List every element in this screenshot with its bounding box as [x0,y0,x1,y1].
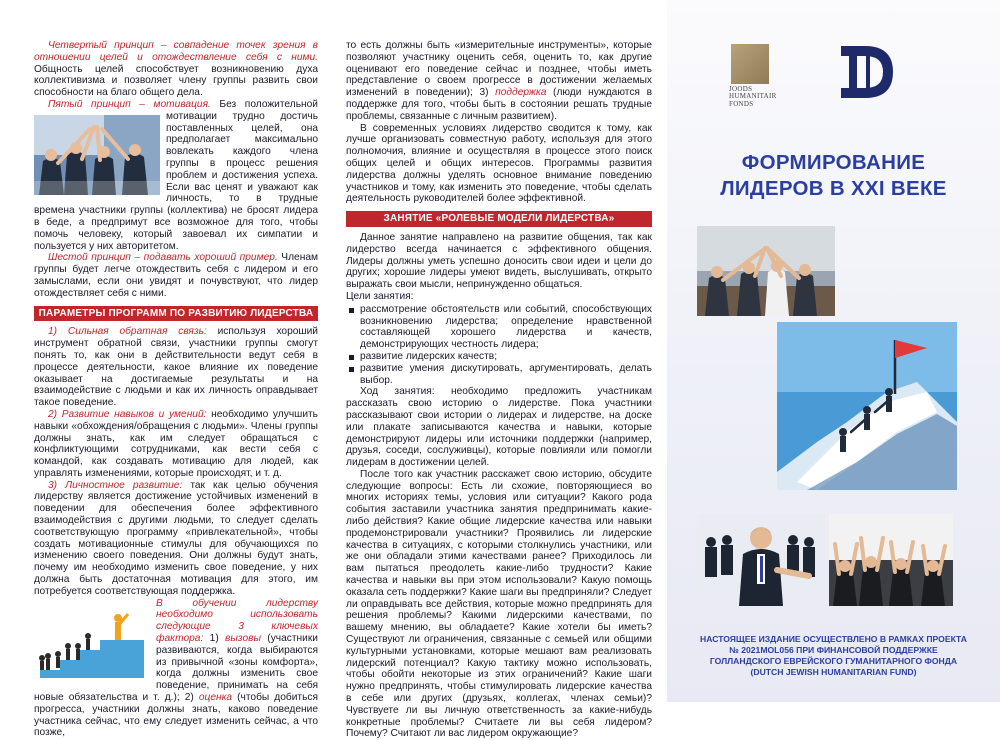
lesson-intro-paragraph: Данное занятие направлено на развитие общения, так как лидерство всегда начинается с эффективного общения. Лидеры должны уметь успешно доносить свои идеи и цели до других; хорошие лидеры умеют видеть, выслушивать, открыто выражать свои мысли, непринужденно общаться. [346,231,652,291]
mountain-leader-illustration [777,322,957,490]
business-leader-photo [697,514,825,606]
principle-6-paragraph: Шестой принцип – подавать хороший пример. Членам группы будет легче отождествить себя с лидером и его замыслами, если они увидят и почувствуют, что лидер отождествляет себя с ними. [34,252,318,299]
heading-program-parameters: ПАРАМЕТРЫ ПРОГРАММ ПО РАЗВИТИЮ ЛИДЕРСТВА [34,306,318,322]
jhf-logo [729,44,799,108]
key-factors-paragraph: В обучении лидерству необходимо использовать следующие 3 ключевых фактора: 1) вызовы (участники развиваются, когда выбираются из привычной «зоны комфорта», когда должны изменить свое поведение, принимать на себя новые обязательства и т. д.); 2) оценка (чтобы добиться прогресса, участники должны знать, каково поведение участника сейчас, что ему следует изменить сейчас, а что позже, [34,597,318,739]
lesson-progress-paragraph: Ход занятия: необходимо предложить участникам рассказать свою историю о лидерстве. Пока участники рассказывают свои истории о лидерах и лидерстве, на доске или плакате записываются качества и навыки, которые демонстрируют лидеры или источники поддержки (например, друзья, соседи, сослуживцы), которые повлияли или помогли лидерам в достижении целей. [346,386,652,469]
heading-role-models: ЗАНЯТИЕ «РОЛЕВЫЕ МОДЕЛИ ЛИДЕРСТВА» [346,211,652,227]
cover-title: ФОРМИРОВАНИЕ ЛИДЕРОВ В XXI ВЕКЕ [720,151,947,200]
personal-development-paragraph: 3) Личностное развитие: так как целью обучения лидерству является достижение устойчивых изменений в поведении для обеспечения более эффективного взаимодействия с другими людьми, то следует сделать соответствующую программу «привлекательной», чтобы создать мотивационные стимулы для обучающихся по изменению своего поведения. Они должны будут знать, почему им необходимо изменить свое поведение, у них должна быть достаточная мотивация для этого, им потребуется соответствующая поддержка. [34,479,318,597]
discussion-questions-paragraph: После того как участник расскажет свою историю, обсудите следующие вопросы: Есть ли схожие, повторяющиеся во многих историях темы, условия или ситуации? Какого рода события заставили участника занятия предпринимать какие-либо действия? Какие общие лидерские качества или навыки продемонстрировали участники? Проявились ли лидерские качества в ситуациях, с которыми столкнулись участники, или же они обладали этими качествами ранее? Приходилось ли вам пытаться преодолеть какие-либо трудности? Какие качества и навыки вы при этом использовали? Какую помощь оказала сеть поддержки? Какие шаги вы предприняли? Следует ли оправдывать все действия, которые можно предпринять для решения проблемы? Какими лидерскими качествами, по вашему мнению, вы обладаете? Какие хотели бы иметь? Существуют ли ограничения, связанные с семьей или общими культурными установками, которые мешают вам реализовать лидерский потенциал? Какую тактику можно использовать, чтобы обойти некоторые из этих ограничений? Какие шаги нужно предпринять, чтобы стимулировать лидерские качества в себе или других (друзьях, коллегах, членах семьи)? Чувствуете ли вы личную ответственность за какие-нибудь конкретные проблемы? Считаете ли вы себя лидером? Почему? Считают ли вас лидером окружающие? [346,468,652,740]
team-high-five-photo [34,115,160,195]
middle-column [346,40,652,740]
list-item: развитие лидерских качеств; [346,351,652,363]
principle-4-paragraph: Четвертый принцип – совпадение точек зрения в отношении целей и отождествление себя с ними. Общность целей способствует возникновению духа коллективизма и позволяет члену группы развить свои способности на благо общего дела. [34,40,318,99]
left-column [34,40,318,739]
cover-panel [667,0,1000,702]
celebrating-audience-photo [829,514,953,606]
modern-leadership-paragraph: В современных условиях лидерство сводится к тому, как лучше организовать совместную работу, используя для этого полномочия, влияние и осуществляя в процессе этого поиск общих целей и общих интересов. Программы развития лидерства должны уделять основное внимание поведению участников и тому, как изменить это поведение, чтобы сделать деятельность руководителей более эффективной. [346,122,652,205]
jhf-logo-mark [731,44,769,84]
list-item: рассмотрение обстоятельств или событий, способствующих возникновению лидерства; определение нравственной составляющей хорошего лидерства и качеств, демонстрирующих честность лидера; [346,304,652,351]
team-meeting-photo [697,226,835,316]
feedback-paragraph: 1) Сильная обратная связь: используя хороший инструмент обратной связи, участники группы смогут понять то, как они в действительности ведут себя в процессе деятельности, какое влияние их поведение оказывает на достигаемые результаты и на взаимодействие с людьми и как их личность оправдывает такое поведение. [34,326,318,409]
skills-paragraph: 2) Развитие навыков и умений: необходимо улучшить навыки «обхождения/обращения с людьми». Члены группы должны знать, как им следует обращаться с конфликтующими сотрудниками, как вести себя с командой, как создавать мотивацию для людей, как управлять изменениями, которые происходят, и т. д. [34,408,318,479]
goals-label: Цели занятия: [346,290,414,302]
list-item: развитие умения дискутировать, аргументировать, делать выбор. [346,363,652,387]
goals-list [346,304,652,387]
leader-stairs-illustration [34,602,150,682]
continuation-paragraph: то есть должны быть «измерительные инструменты», которые позволяют участнику оценить себя, оценить то, как другие оценивают его поведение сейчас и позднее, чтобы иметь представление о своем прогрессе в достижении желаемых изменений в поведении); 3) поддержка (люди нуждаются в поддержке для того, чтобы быть в состоянии решать трудные проблемы, связанные с личным развитием). [346,40,652,122]
principle-5-paragraph: Пятый принцип – мотивация. Без положительной мотивации трудно достичь поставленных целей, она предполагает максимально вовлекать каждого члена группы в процесс решения проблем и достижения успеха. Если вас ценят и уважают как личность, то в трудные времена участники группы (коллектива) не бросят лидера в беде, а предпримут все возможное для того, чтобы помочь человеку, который завоевал их симпатии и пользуется у них авторитетом. [34,98,318,252]
jhf-logo-text: JOODS HUMANITAIR FONDS [729,85,777,108]
cover-footer: НАСТОЯЩЕЕ ИЗДАНИЕ ОСУЩЕСТВЛЕНО В РАМКАХ ПРОЕКТА № 2021MOL056 ПРИ ФИНАНСОВОЙ ПОДДЕРЖКЕ ГОЛЛАНДСКОГО ЕВРЕЙСКОГО ГУМАНИТАРНОГО ФОНДА (DUTCH JEWISH HUMANITARIAN FUND) [700,634,967,677]
d-logo-icon [835,40,899,104]
